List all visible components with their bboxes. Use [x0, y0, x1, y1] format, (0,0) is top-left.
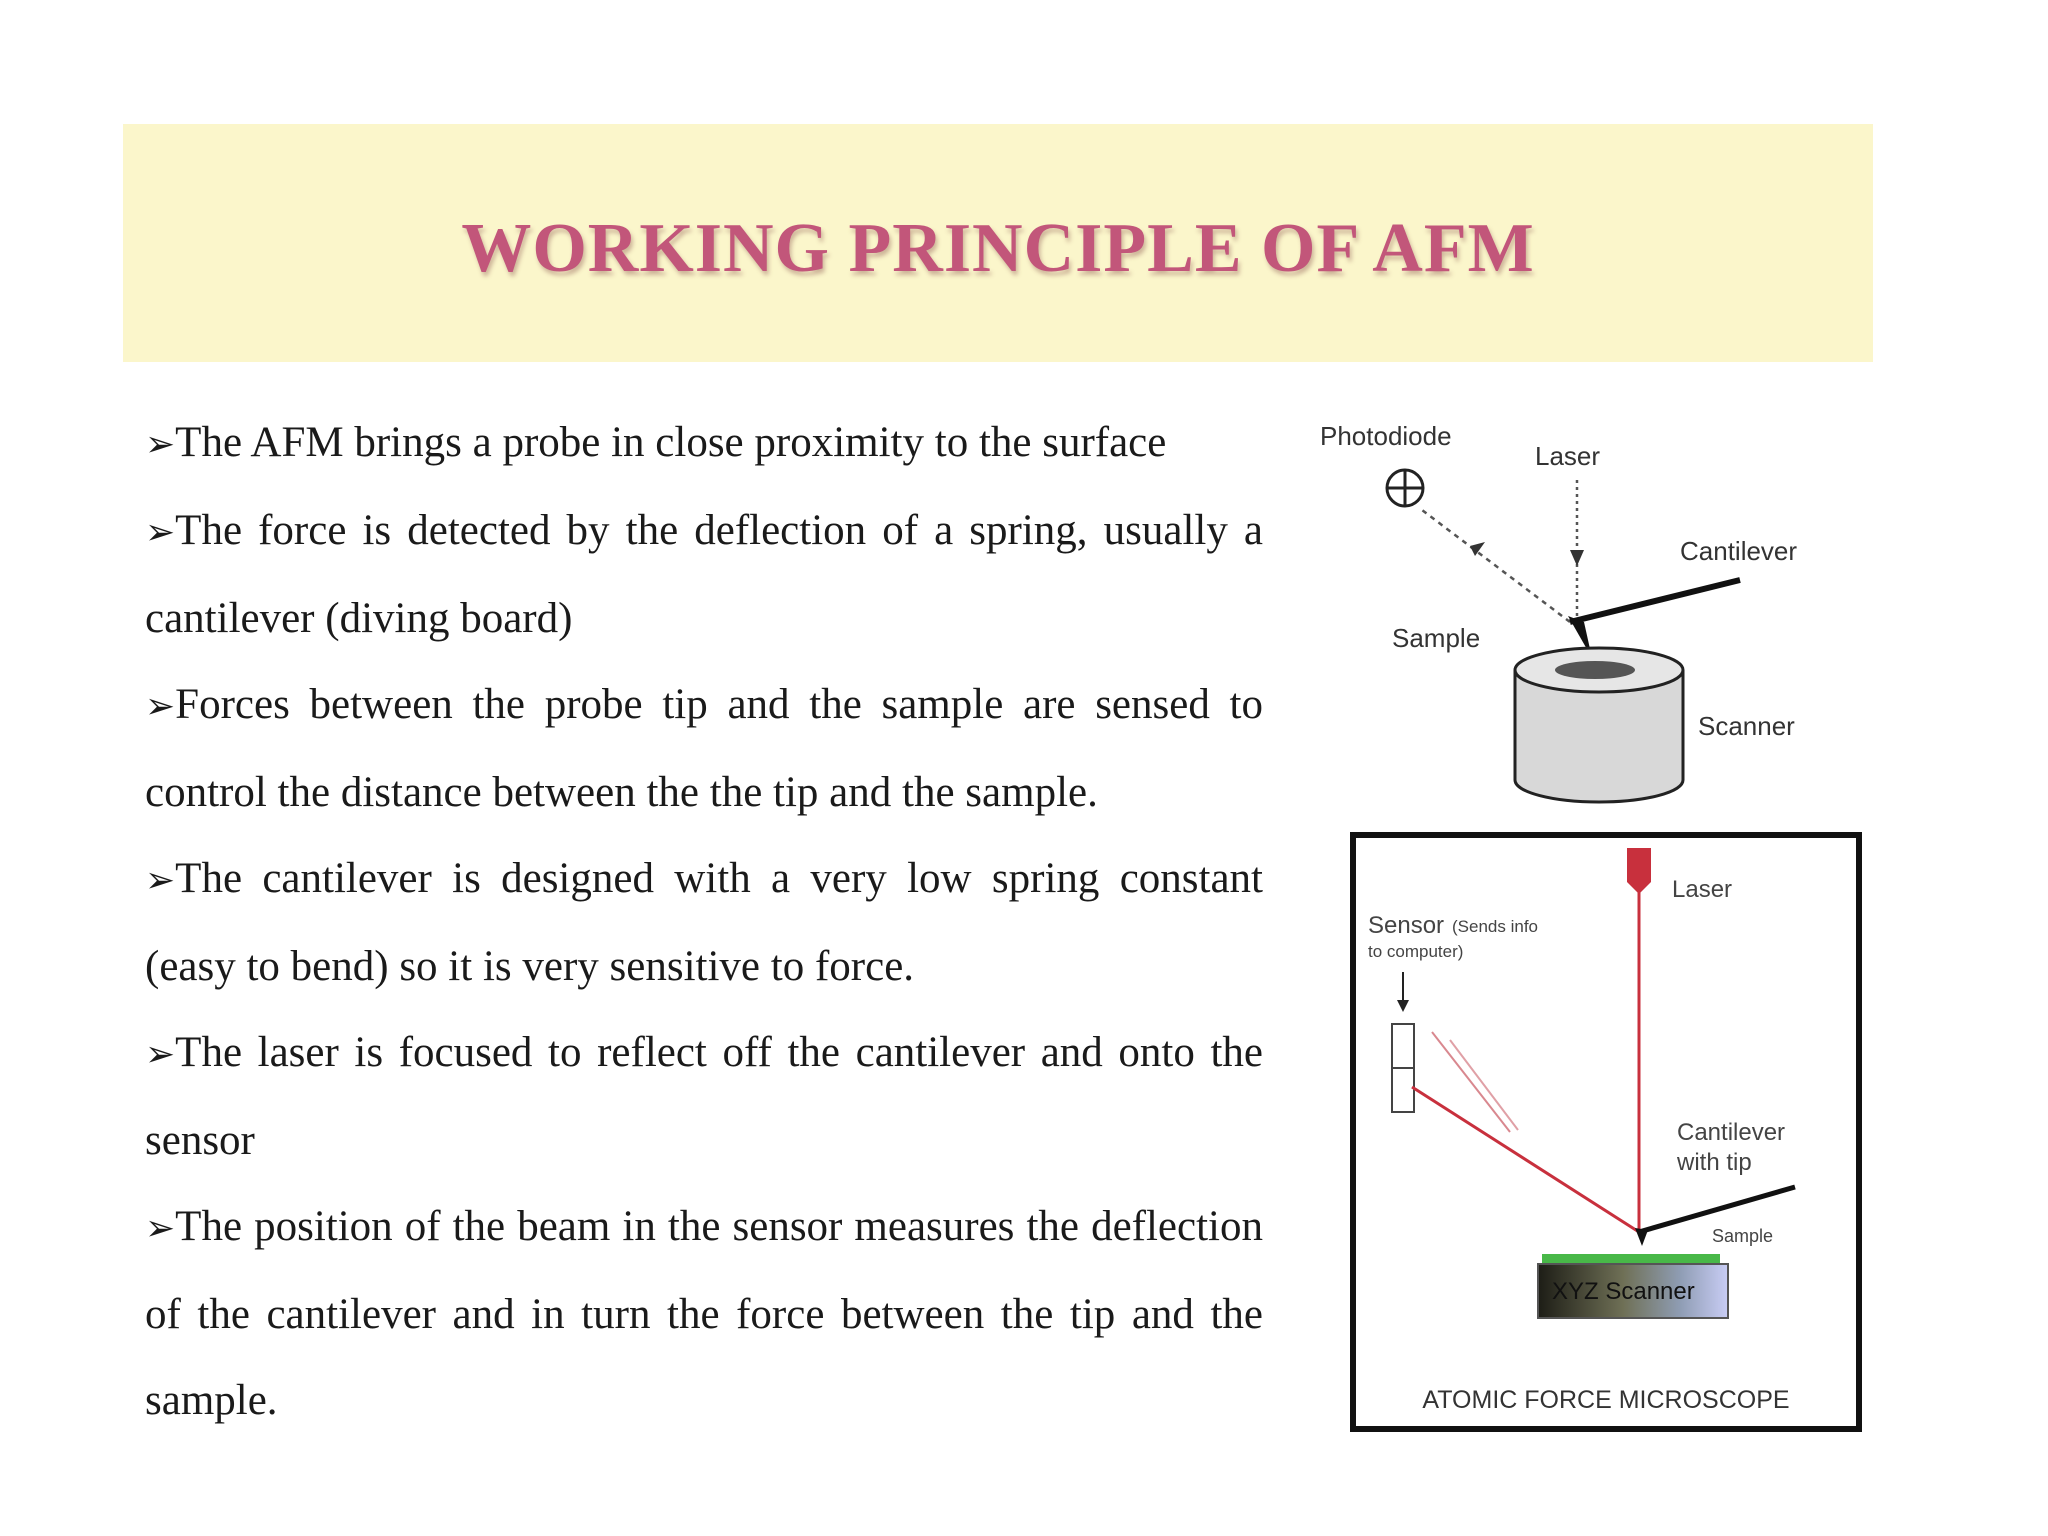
bullet-item — [145, 836, 1263, 1010]
afm-schematic-diagram — [1300, 400, 1860, 820]
bullet-text: The force is detected by the deflection of a spring, usually a cantilever (diving board) — [145, 507, 1263, 642]
cantilever-label: Cantilever — [1680, 536, 1798, 566]
photodiode-icon — [1387, 470, 1423, 506]
cantilever-label: Cantilever — [1677, 1119, 1786, 1146]
sensor-note: (Sends info — [1452, 917, 1538, 936]
bullet-item — [145, 1184, 1263, 1444]
bullet-arrow-icon: ➢ — [145, 1208, 176, 1249]
bullet-arrow-icon: ➢ — [145, 512, 176, 553]
sample-label: Sample — [1392, 623, 1481, 653]
sample-layer — [1542, 1254, 1720, 1264]
bullet-arrow-icon: ➢ — [145, 1034, 176, 1075]
bullet-item — [145, 1010, 1263, 1184]
figure-caption: ATOMIC FORCE MICROSCOPE — [1422, 1386, 1790, 1414]
laser-label: Laser — [1672, 876, 1733, 903]
bullet-text: The AFM brings a probe in close proximity to the surface — [175, 419, 1167, 466]
bullet-list — [145, 400, 1263, 1444]
cantilever-arm — [1570, 580, 1740, 622]
bullet-text: Forces between the probe tip and the sample are sensed to control the distance between the the tip and the sample. — [145, 681, 1263, 816]
bullet-text: The cantilever is designed with a very low spring constant (easy to bend) so it is very sensitive to force. — [145, 855, 1263, 990]
cantilever-label: with tip — [1677, 1149, 1752, 1176]
bullet-item — [145, 488, 1263, 662]
bullet-text: The position of the beam in the sensor measures the deflection of the cantilever and in turn the force between the tip and the sample. — [145, 1203, 1263, 1424]
sensor-note: to computer) — [1368, 942, 1464, 961]
bullet-arrow-icon: ➢ — [145, 424, 176, 465]
laser-beam-reflected — [1422, 510, 1570, 622]
sample-label: Sample — [1712, 1226, 1774, 1246]
bullet-item — [145, 400, 1263, 488]
photodiode-label: Photodiode — [1320, 421, 1452, 451]
arrow-up-left-icon — [1470, 542, 1485, 556]
bullet-arrow-icon: ➢ — [145, 686, 176, 727]
laser-label: Laser — [1535, 441, 1601, 471]
bullet-item — [145, 662, 1263, 836]
atomic-force-microscope-diagram — [1350, 832, 1862, 1432]
bullet-text: The laser is focused to reflect off the cantilever and onto the sensor — [145, 1029, 1263, 1164]
scanner-cylinder — [1515, 648, 1683, 802]
bullet-arrow-icon: ➢ — [145, 860, 176, 901]
scanner-label: Scanner — [1698, 711, 1795, 741]
sensor-detector — [1392, 1024, 1414, 1112]
scanner-label: XYZ Scanner — [1552, 1278, 1695, 1305]
title-band — [123, 124, 1873, 362]
slide-title: WORKING PRINCIPLE OF AFM — [461, 210, 1535, 287]
sensor-label: Sensor — [1368, 912, 1445, 939]
arrow-down-icon — [1570, 550, 1584, 566]
